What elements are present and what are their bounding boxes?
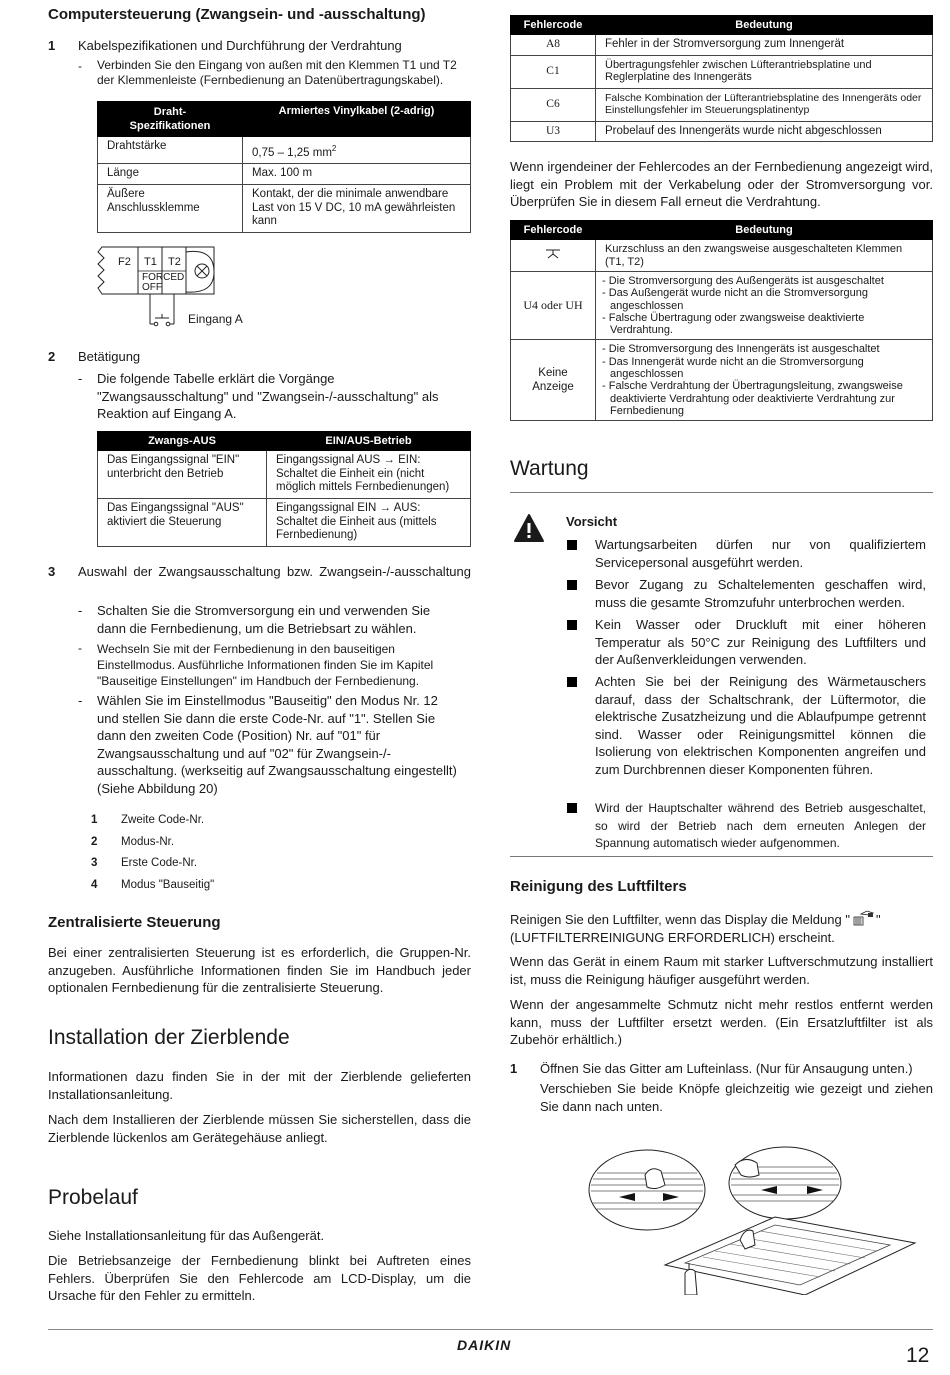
err1-header-code: Fehlercode: [511, 16, 596, 35]
terminal-forced-label: FORCED OFF: [142, 272, 185, 293]
filter-cleaning-icon: [850, 910, 876, 924]
error-meaning: Probelauf des Innengeräts wurde nicht abgeschlossen: [596, 121, 933, 142]
wire-row-value: Max. 100 m: [243, 164, 471, 185]
divider: [510, 492, 933, 493]
short-circuit-icon: [511, 240, 596, 272]
caution-item-2: Bevor Zugang zu Schaltelementen geschaffen wird, muss die gesamte Stromzufuhr unterbrochen werden.: [595, 577, 926, 610]
error-meaning-list: - Die Stromversorgung des Innengeräts ist ausgeschaltet - Das Innengerät wurde nicht an die Stromversorgung angeschlossen - Falsche Verdrahtung der Übertragungsleitung, zwangsweise deaktivierte Verdrahtung oder deaktivierte Verdrahtung zur Fernbedienung: [596, 340, 933, 421]
item-3-text: Auswahl der Zwangsausschaltung bzw. Zwangsein-/-ausschaltung: [78, 564, 471, 579]
terminal-label-t2: T2: [168, 256, 181, 268]
dash-marker: -: [78, 371, 83, 386]
op-table-header-forced-off: Zwangs-AUS: [98, 432, 267, 451]
bullet-square: [567, 540, 577, 550]
caution-item-3: Kein Wasser oder Druckluft mit einer höheren Temperatur als 50°C zur Reinigung des Luftfilters und der Außenverkleidungen verwenden.: [595, 617, 926, 667]
filter-text-1: Reinigen Sie den Luftfilter, wenn das Display die Meldung " " (LUFTFILTERREINIGUNG ERFORDERLICH) erscheint.: [510, 912, 881, 945]
error-meaning: Kurzschluss an den zwangsweise ausgeschalteten Klemmen (T1, T2): [596, 240, 933, 272]
terminal-label-f2: F2: [118, 256, 131, 268]
op-row-cell: Das Eingangssignal "EIN" unterbricht den Betrieb: [98, 451, 267, 499]
item-2-text: Betätigung: [78, 349, 141, 364]
dash-marker: -: [78, 693, 83, 708]
error-code: U4 oder UH: [511, 272, 596, 340]
op-row-cell: Eingangssignal EIN → AUS: Schaltet die Einheit aus (mittels Fernbedienung): [267, 499, 471, 547]
error-code: C1: [511, 55, 596, 88]
op-row-cell: Eingangssignal AUS → EIN: Schaltet die Einheit ein (nicht möglich mittels Fernbedienungen): [267, 451, 471, 499]
bullet-square: [567, 580, 577, 590]
test-run-text-2: Die Betriebsanzeige der Fernbedienung blinkt bei Auftreten eines Fehlers. Überprüfen Sie den Fehlercode am LCD-Display, um die Ursache für den Fehler zu ermitteln.: [48, 1253, 471, 1303]
input-a-label: Eingang A: [188, 312, 243, 326]
op-table-header-onoff: EIN/AUS-Betrieb: [267, 432, 471, 451]
filter-text-3: Wenn der angesammelte Schmutz nicht mehr restlos entfernt werden kann, muss der Luftfilter ersetzt werden. (Ein Ersatzluftfilter ist als Zubehör erhältlich.): [510, 997, 933, 1047]
install-title: Installation der Zierblende: [48, 1026, 290, 1049]
item-3-dash-2: Wechseln Sie mit der Fernbedienung in den bauseitigen Einstellmodus. Ausführliche Informationen finden Sie im Kapitel "Bauseitige Einstellungen" im Handbuch der Fernbedienung.: [97, 642, 434, 688]
bullet-square: [567, 803, 577, 813]
error-meaning: Falsche Kombination der Lüfterantriebsplatine des Innengeräts oder Einstellungsfehler im Steuerungsplatinentyp: [596, 88, 933, 121]
err2-header-code: Fehlercode: [511, 221, 596, 240]
item-1-number: 1: [48, 38, 56, 53]
step-1-number: 1: [510, 1061, 518, 1076]
test-run-title: Probelauf: [48, 1186, 138, 1209]
test-run-text-1: Siehe Installationsanleitung für das Außengerät.: [48, 1228, 325, 1243]
daikin-logo: DAIKIN: [457, 1337, 512, 1353]
dash-marker: -: [78, 641, 82, 655]
error-meaning: Übertragungsfehler zwischen Lüfterantriebsplatine und Reglerplatine des Innengeräts: [596, 55, 933, 88]
dash-marker: -: [78, 603, 83, 618]
step-1-text-a: Öffnen Sie das Gitter am Lufteinlass. (Nur für Ansaugung unten.): [540, 1061, 913, 1076]
error-code: Keine Anzeige: [511, 340, 596, 421]
item-3-number: 3: [48, 564, 56, 579]
err2-header-meaning: Bedeutung: [596, 221, 933, 240]
filter-text-2: Wenn das Gerät in einem Raum mit starker Luftverschmutzung installiert ist, muss die Reinigung häufiger ausgeführt werden.: [510, 954, 933, 987]
caution-title: Vorsicht: [566, 514, 618, 529]
err1-header-meaning: Bedeutung: [596, 16, 933, 35]
operation-table: [97, 431, 471, 547]
dash-marker: -: [78, 59, 82, 73]
error-meaning: Fehler in der Stromversorgung zum Innengerät: [596, 35, 933, 56]
wire-row-label: Drahtstärke: [98, 137, 243, 164]
caution-item-5: Wird der Hauptschalter während des Betrieb ausgeschaltet, so wird der Betrieb nach dem erneuten Anlegen der Spannung automatisch wieder aufgenommen.: [595, 801, 926, 850]
item-1-dash-text: Verbinden Sie den Eingang von außen mit den Klemmen T1 und T2 der Klemmenleiste (Fernbedienung an Datenübertragungskabel).: [97, 58, 457, 87]
wire-row-label: Länge: [98, 164, 243, 185]
error-code: A8: [511, 35, 596, 56]
step-1-text-b: Verschieben Sie beide Knöpfe gleichzeitig wie gezeigt und ziehen Sie dann nach unten.: [540, 1081, 933, 1114]
caution-item-4: Achten Sie bei der Reinigung des Wärmetauschers darauf, dass der Schaltschrank, der Lüftermotor, die elektrische Zusatzheizung und die Ablaufpumpe getrennt sind. Wasser oder Reinigungsmittel können die Isolierung von elektrischen Komponenten angreifen und zum Durchbrennen dieser Komponenten führen.: [595, 674, 926, 777]
wire-spec-table: [97, 101, 471, 233]
item-3-dash-3: Wählen Sie im Einstellmodus "Bauseitig" den Modus Nr. 12 und stellen Sie dann die erste Code-Nr. auf "1". Stellen Sie dann den zweiten Code (Position) Nr. auf "01" für Zwangsausschaltung und auf "02" für Zwangsein-/-ausschaltung. (werkseitig auf Zwangsausschaltung eingestellt) (Siehe Abbildung 20): [97, 693, 457, 796]
item-2-number: 2: [48, 349, 56, 364]
item-1-text: Kabelspezifikationen und Durchführung der Verdrahtung: [78, 38, 402, 53]
figure-legend: 1 Zweite Code-Nr. 2 Modus-Nr. 3 Erste Code-Nr. 4 Modus "Bauseitig": [91, 814, 215, 891]
wire-table-header-cable: Armiertes Vinylkabel (2-adrig): [243, 102, 471, 137]
install-text-1: Informationen dazu finden Sie in der mit der Zierblende gelieferten Installationsanleitung.: [48, 1069, 471, 1102]
warning-triangle-icon: [513, 513, 545, 543]
filter-cleaning-title: Reinigung des Luftfilters: [510, 878, 687, 895]
central-control-text: Bei einer zentralisierten Steuerung ist es erforderlich, die Gruppen-Nr. anzugeben. Ausführliche Informationen finden Sie im Handbuch jeder optionalen Fernbedienung für die zentralisierte Steuerung.: [48, 945, 471, 995]
error-paragraph: Wenn irgendeiner der Fehlercodes an der Fernbedienung angezeigt wird, liegt ein Problem mit der Verkabelung oder der Stromversorgung vor. Überprüfen Sie in diesem Fall erneut die Verdrahtung.: [510, 159, 933, 209]
terminal-label-t1: T1: [144, 256, 157, 268]
error-code-table-2: [510, 220, 933, 421]
page-number: 12: [906, 1344, 930, 1367]
section-title-computersteuerung: Computersteuerung (Zwangsein- und -ausschaltung): [48, 6, 426, 23]
error-code: U3: [511, 121, 596, 142]
central-control-title: Zentralisierte Steuerung: [48, 914, 221, 931]
bullet-square: [567, 620, 577, 630]
wire-row-label: Äußere Anschlussklemme: [98, 185, 243, 233]
error-code-table-1: [510, 15, 933, 142]
grille-opening-illustration: [585, 1145, 935, 1295]
wire-row-value: Kontakt, der die minimale anwendbare Last von 15 V DC, 10 mA gewährleisten kann: [243, 185, 471, 233]
bullet-square: [567, 677, 577, 687]
footer-divider: [48, 1329, 933, 1330]
maintenance-title: Wartung: [510, 457, 589, 480]
op-row-cell: Das Eingangssignal "AUS" aktiviert die Steuerung: [98, 499, 267, 547]
caution-item-1: Wartungsarbeiten dürfen nur von qualifiziertem Servicepersonal ausgeführt werden.: [595, 537, 926, 570]
item-2-dash-text: Die folgende Tabelle erklärt die Vorgänge "Zwangsausschaltung" und "Zwangsein-/-ausschaltung" als Reaktion auf Eingang A.: [97, 371, 439, 421]
wire-row-value: 0,75 – 1,25 $mm^2$: [243, 137, 471, 164]
install-text-2: Nach dem Installieren der Zierblende müssen Sie sicherstellen, dass die Zierblende lückenlos am Gerätegehäuse anliegt.: [48, 1112, 471, 1145]
item-3-dash-1: Schalten Sie die Stromversorgung ein und verwenden Sie dann die Fernbedienung, um die Betriebsart zu wählen.: [97, 603, 431, 636]
divider: [510, 856, 933, 857]
error-code: C6: [511, 88, 596, 121]
error-meaning-list: - Die Stromversorgung des Außengeräts ist ausgeschaltet - Das Außengerät wurde nicht an die Stromversorgung angeschlossen - Falsche Übertragung oder zwangsweise deaktivierte Verdrahtung.: [596, 272, 933, 340]
wire-table-header-spec: Draht- Spezifikationen: [98, 102, 243, 137]
